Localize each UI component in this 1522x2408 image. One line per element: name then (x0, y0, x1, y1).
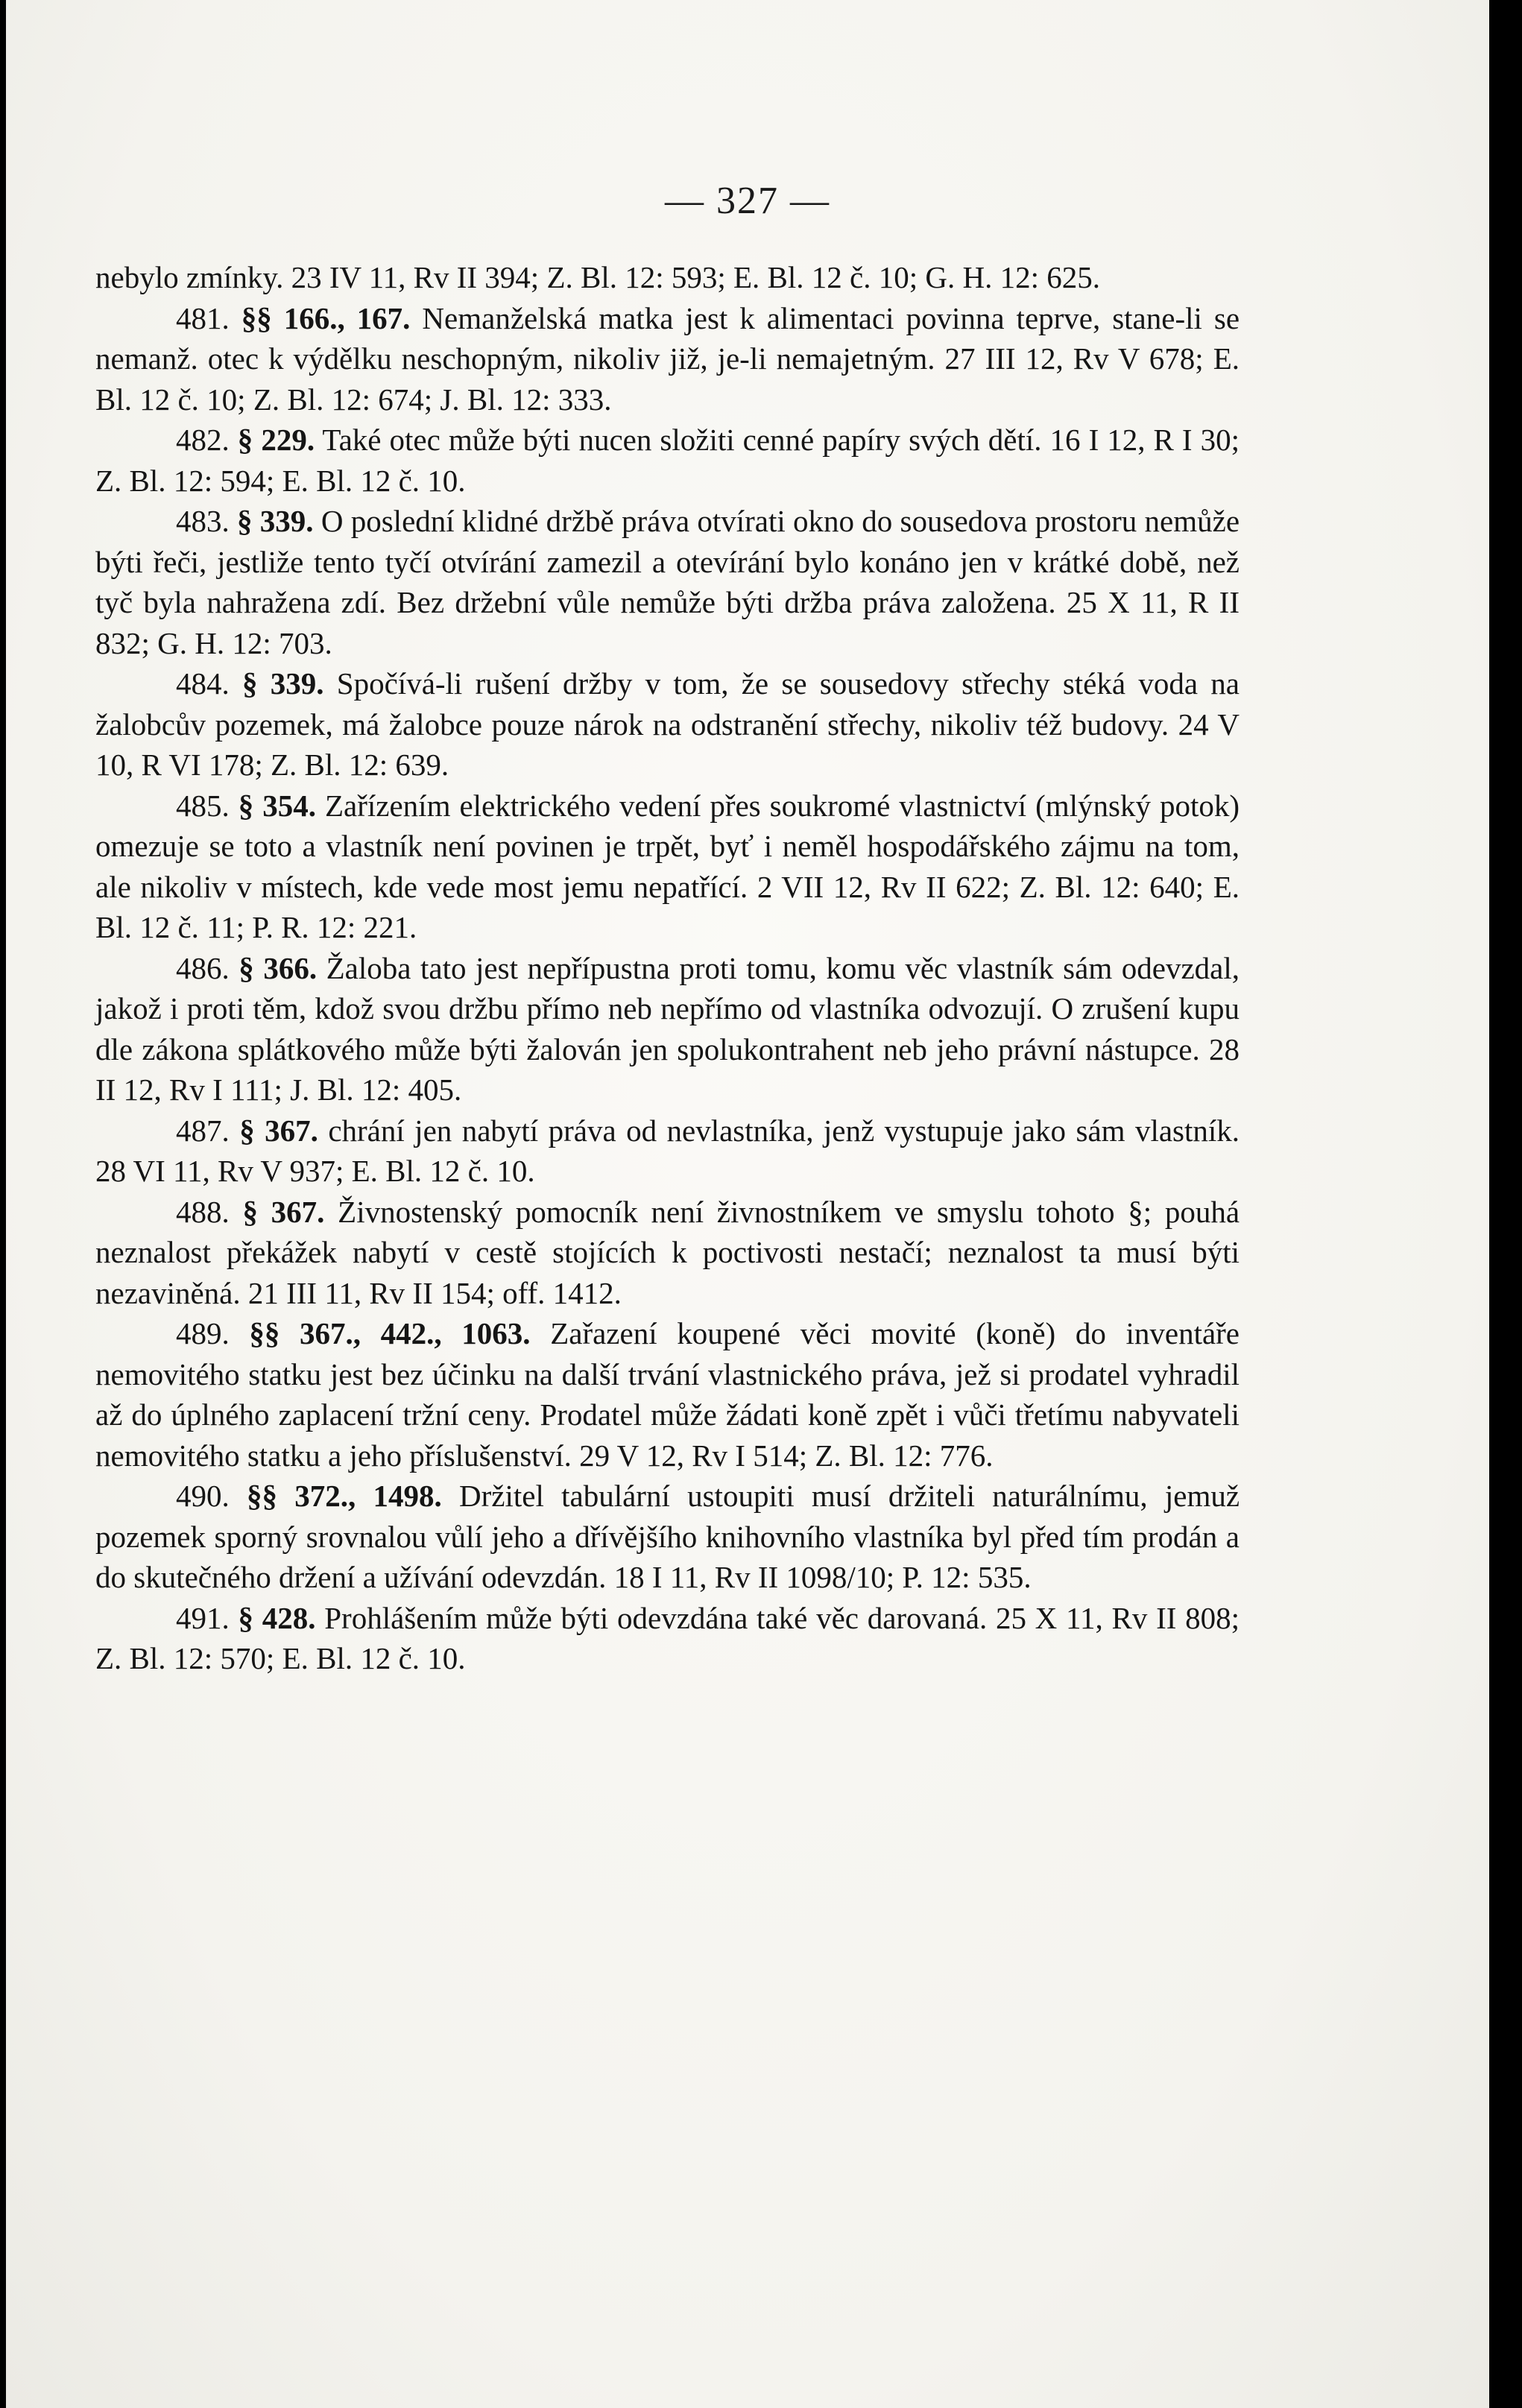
section-ref: § 428. (238, 1600, 316, 1635)
page-number: — 327 — (665, 180, 830, 222)
section-ref: § 367. (242, 1194, 325, 1229)
section-ref: §§ 166., 167. (241, 300, 411, 335)
entry-number: 487. (176, 1113, 230, 1148)
text-body (95, 257, 1240, 1679)
entry-490 (95, 1476, 1240, 1598)
entry-485 (95, 786, 1240, 948)
section-ref: §§ 367., 442., 1063. (249, 1316, 531, 1350)
section-ref: § 339. (237, 504, 314, 538)
entry-number: 481. (176, 300, 230, 335)
entry-text: Nemanželská matka jest k alimentaci povinna teprve, stane-li se nemanž. otec k výdělku neschopným, nikoliv již, je-li nemajetným. 27 III 12, Rv V 678; E. Bl. 12 č. 10; Z. Bl. 12: 674; J. Bl. 12: 333. (95, 300, 1240, 417)
section-ref: § 367. (239, 1113, 318, 1148)
entry-484 (95, 663, 1240, 786)
entry-491 (95, 1598, 1240, 1679)
entry-text: chrání jen nabytí práva od nevlastníka, jenž vystupuje jako sám vlastník. 28 VI 11, Rv V 937; E. Bl. 12 č. 10. (95, 1113, 1240, 1188)
section-ref: § 366. (239, 950, 318, 985)
entry-number: 485. (176, 788, 230, 823)
entry-text: O poslední klidné držbě práva otvírati okno do sousedova prostoru nemůže býti řeči, jestliže tento tyčí otvírání zamezil a otevírání bylo konáno jen v krátké době, než tyč byla nahražena zdí. Bez držební vůle nemůže býti držba práva založena. 25 X 11, R II 832; G. H. 12: 703. (95, 504, 1240, 660)
entry-483 (95, 501, 1240, 663)
section-ref: §§ 372., 1498. (247, 1479, 442, 1513)
entry-text: Prohlášením může býti odevzdána také věc darovaná. 25 X 11, Rv II 808; Z. Bl. 12: 570; E. Bl. 12 č. 10. (95, 1600, 1240, 1675)
entry-number: 484. (176, 666, 230, 701)
entry-number: 491. (176, 1600, 230, 1635)
entry-number: 488. (176, 1194, 230, 1229)
entry-number: 483. (176, 504, 230, 538)
entry-486 (95, 948, 1240, 1110)
entry-text: Žaloba tato jest nepřípustna proti tomu, komu věc vlastník sám odevzdal, jakož i proti těm, kdož svou držbu přímo neb nepřímo od vlastníka odvozují. O zrušení kupu dle zákona splátkového může býti žalován jen spolukontrahent neb jeho právní nástupce. 28 II 12, Rv I 111; J. Bl. 12: 405. (95, 950, 1240, 1107)
entry-number: 489. (176, 1316, 230, 1350)
entry-489 (95, 1313, 1240, 1476)
section-ref: § 339. (242, 666, 324, 701)
entry-488 (95, 1192, 1240, 1314)
entry-text: Držitel tabulární ustoupiti musí držiteli naturálnímu, jemuž pozemek sporný srovnalou vůlí jeho a dřívějšího knihovního vlastníka byl před tím prodán a do skutečného držení a užívání odevzdán. 18 I 11, Rv II 1098/10; P. 12: 535. (95, 1479, 1240, 1594)
entry-number: 482. (176, 423, 230, 457)
entry-number: 486. (176, 950, 230, 985)
entry-text: Také otec může býti nucen složiti cenné papíry svých dětí. 16 I 12, R I 30; Z. Bl. 12: 594; E. Bl. 12 č. 10. (95, 423, 1240, 498)
entry-text: Spočívá-li rušení držby v tom, že se sousedovy střechy stéká voda na žalobcův pozemek, má žalobce pouze nárok na odstranění střechy, nikoliv též budovy. 24 V 10, R VI 178; Z. Bl. 12: 639. (95, 666, 1240, 782)
entry-text: Zařazení koupené věci movité (koně) do inventáře nemovitého statku jest bez účinku na další trvání vlastnického práva, jež si prodatel vyhradil až do úplného zaplacení tržní ceny. Prodatel může žádati koně zpět i vůči třetímu nabyvateli nemovitého statku a jeho příslušenství. 29 V 12, Rv I 514; Z. Bl. 12: 776. (95, 1316, 1240, 1473)
entry-number: 490. (176, 1479, 230, 1513)
section-ref: § 354. (238, 788, 316, 823)
continuation-paragraph: nebylo zmínky. 23 IV 11, Rv II 394; Z. Bl. 12: 593; E. Bl. 12 č. 10; G. H. 12: 625. (95, 260, 1100, 294)
entry-482 (95, 420, 1240, 501)
entry-text: Živnostenský pomocník není živnostníkem ve smyslu tohoto §; pouhá neznalost překážek nabytí v cestě stojících k poctivosti nestačí; neznalost ta musí býti nezaviněná. 21 III 11, Rv II 154; off. 1412. (95, 1194, 1240, 1310)
section-ref: § 229. (237, 423, 315, 457)
entry-481 (95, 298, 1240, 420)
scanned-page (6, 0, 1489, 2408)
entry-text: Zařízením elektrického vedení přes soukromé vlastnictví (mlýnský potok) omezuje se toto a vlastník není povinen je trpět, byť i neměl hospodářského zájmu na tom, ale nikoliv v místech, kde vede most jemu nepatřící. 2 VII 12, Rv II 622; Z. Bl. 12: 640; E. Bl. 12 č. 11; P. R. 12: 221. (95, 788, 1240, 944)
entry-487 (95, 1110, 1240, 1192)
